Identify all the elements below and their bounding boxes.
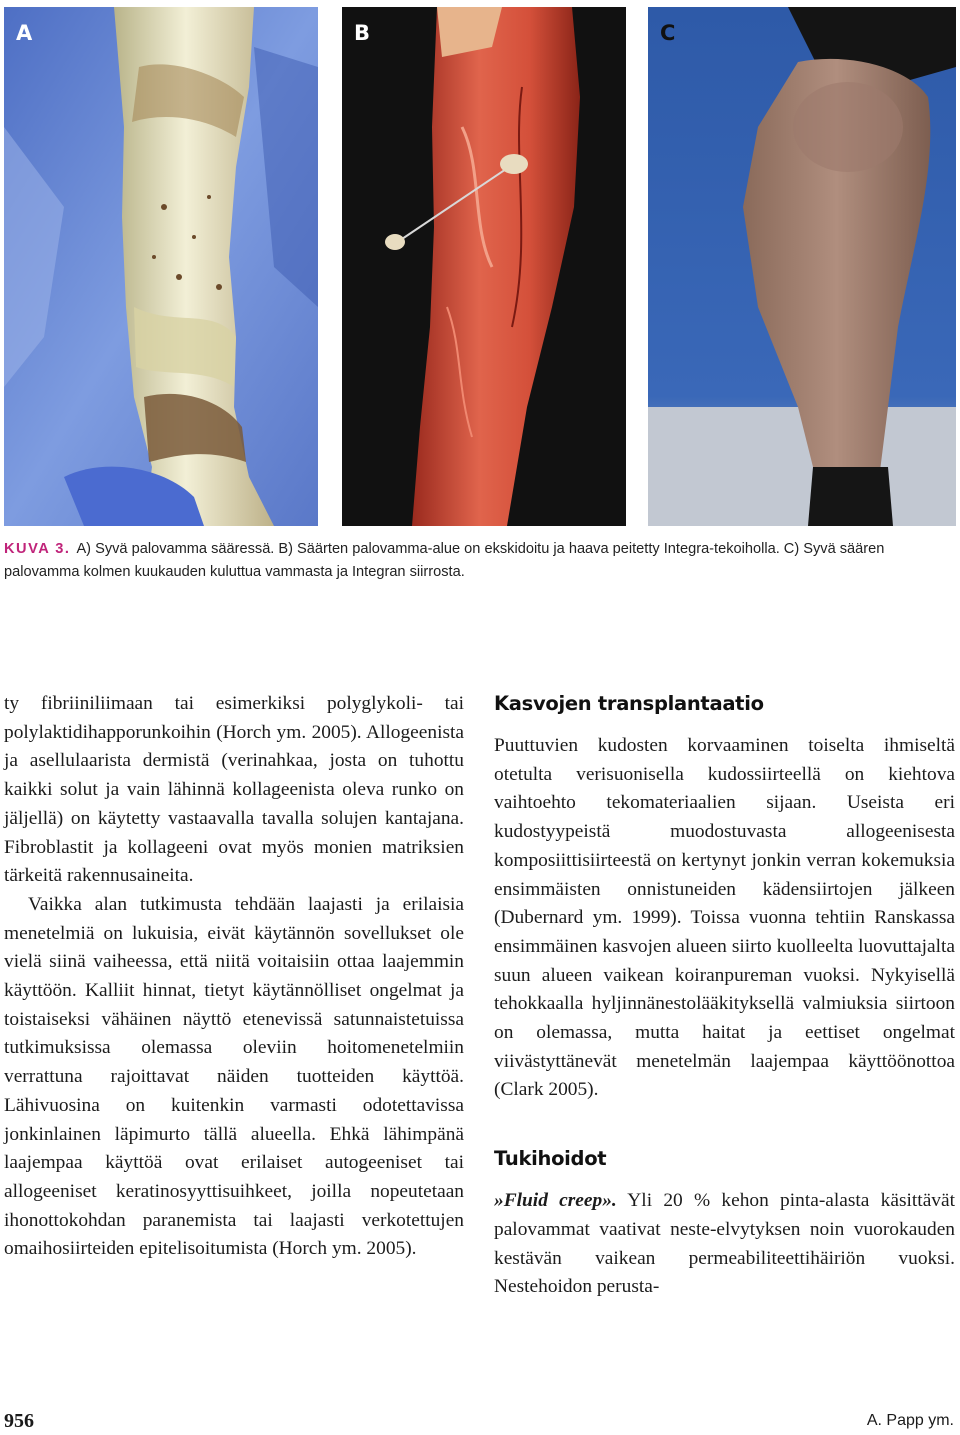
left-paragraph-1: ty fibriiniliimaan tai esimerkiksi polyglykoli- tai polylaktidihapporunkoihin (Horch ym. 2005). Allogeenista ja asellulaarista dermistä (verinahkaa, josta on tuhottu kaikki solut ja vain lähinnä kollageenista oleva runko on jäljellä) on käytetty vastaavalla tavalla solujen kantajana. Fibroblastit ja kollageeni ovat myös monien matriksien tärkeitä rakennusaineita. — [4, 693, 464, 887]
right-column — [494, 690, 955, 1302]
caption-label: KUVA 3. — [4, 541, 71, 557]
figure-panel-c — [648, 7, 956, 526]
photo-healed-leg-icon — [648, 7, 956, 526]
right-paragraph-1: Puuttuvien kudosten korvaaminen toiselta ihmiseltä otetulta verisuonisella kudossiirteellä on kiehtova vaihtoehto tekomateriaalien sijaan. Useista eri kudostyypeistä muodostuvasta allogeenisesta komposiittisiirteestä on kertynyt jonkin verran kokemuksia ensimmäisten onnistuneiden kädensiirtojen jälkeen (Dubernard ym. 1999). Toissa vuonna tehtiin Ranskassa ensimmäinen kasvojen alueen siirto kuolleelta luovuttajalta suun alueen vaikean koiranpureman vuoksi. Nykyisellä tehokkaalla hyljinnänestolääkityksellä valmiuksia siirtoon on olemassa, mutta haitat ja eettiset ongelmat viivästyttänevät menetelmän laajempaa käyttöönottoa (Clark 2005). — [494, 735, 955, 1101]
right-paragraph-2 — [494, 1187, 955, 1302]
right-paragraph-2-text: Yli 20 % kehon pinta-alasta käsittävät palovammat vaativat neste-elvytyksen noin vuorokauden kestävän vaikean permeabiliteettihäiriön vuoksi. Nestehoidon perusta- — [494, 1190, 955, 1298]
figure-panel-a — [4, 7, 318, 526]
paragraph-lead: »Fluid creep». — [494, 1190, 617, 1212]
section-heading-face-transplant: Kasvojen transplantaatio — [494, 692, 764, 715]
left-column — [4, 690, 464, 1264]
caption-text: A) Syvä palovamma sääressä. B) Säärten palovamma-alue on ekskidoitu ja haava peitetty Integra-tekoiholla. C) Syvä säären palovamma kolmen kuukauden kuluttua vammasta ja Integran siirrosta. — [4, 541, 885, 580]
page-number: 956 — [4, 1410, 34, 1432]
figure-panel-b — [342, 7, 626, 526]
author-credit: A. Papp ym. — [866, 1412, 954, 1429]
section-heading-supportive-care: Tukihoidot — [494, 1147, 607, 1171]
figure-caption — [4, 538, 956, 584]
photo-excised-leg-icon — [342, 7, 626, 526]
photo-burned-leg-icon — [4, 7, 318, 526]
panel-label-a: A — [16, 21, 33, 45]
panel-label-b: B — [354, 21, 371, 45]
left-paragraph-2: Vaikka alan tutkimusta tehdään laajasti ja erilaisia menetelmiä on lukuisia, eivät käytännön sovellukset ole vielä siinä vaiheessa, että niitä voitaisiin ottaa laajemmin käyttöön. Kalliit hinnat, tietyt käytännölliset ongelmat ja toistaiseksi vähäinen näyttö etenevissä satunnaistetuissa tutkimuksissa olemassa oleviin hoitomenetelmiin verrattuna rajoittavat näiden tuotteiden käyttöä. Lähivuosina on kuitenkin varmasti odotettavissa jonkinlainen läpimurto tällä alueella. Ehkä lähimpänä laajempaa käyttöä ovat erilaiset autogeeniset tai allogeeniset keratinosyyttisuihkeet, joilla nopeutetaan ihonottokohdan paranemista tai laajasti verkotettujen omaihosiirteiden epitelisoitumista (Horch ym. 2005). — [4, 893, 464, 1260]
panel-label-c: C — [660, 21, 676, 45]
